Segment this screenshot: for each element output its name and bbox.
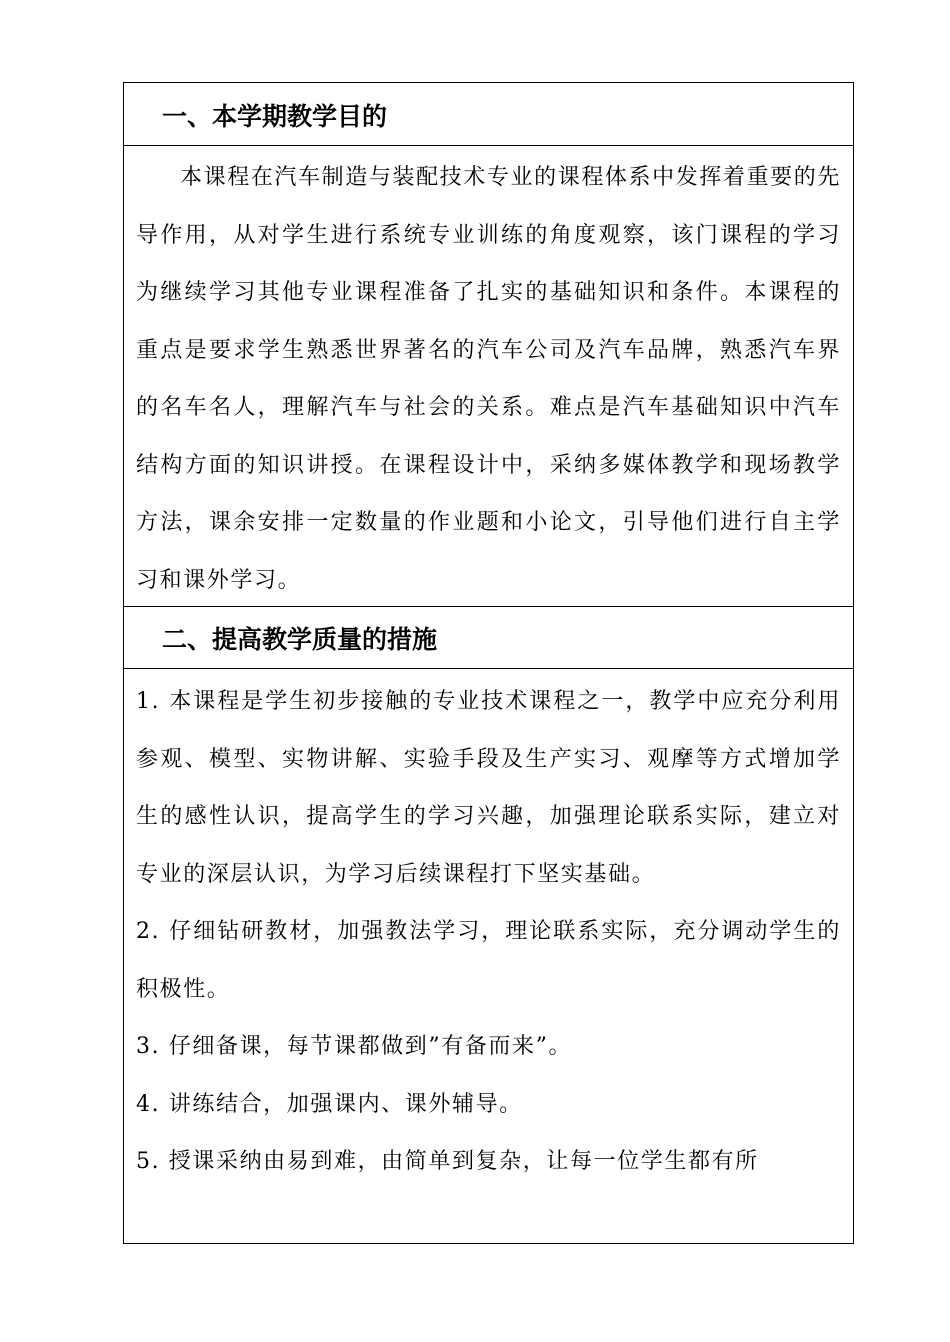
section-1-body (124, 149, 853, 605)
row-divider (124, 145, 853, 146)
measure-item-3: 3. 仔细备课，每节课都做到”有备而来”。 (136, 1034, 573, 1059)
row-divider (124, 668, 853, 669)
document-table (123, 82, 854, 1244)
teaching-goal-paragraph: 本课程在汽车制造与装配技术专业的课程体系中发挥着重要的先导作用，从对学生进行系统专业训练的角度观察，该门课程的学习为继续学习其他专业课程准备了扎实的基础知识和条件。本课程的重点是要求学生熟悉世界著名的汽车公司及汽车品牌，熟悉汽车界的名车名人，理解汽车与社会的关系。难点是汽车基础知识中汽车结构方面的知识讲授。在课程设计中，采纳多媒体教学和现场教学方法，课余安排一定数量的作业题和小论文，引导他们进行自主学习和课外学习。 (136, 165, 841, 593)
measure-item-1: 1. 本课程是学生初步接触的专业技术课程之一，教学中应充分利用参观、模型、实物讲解、实验手段及生产实习、观摩等方式增加学生的感性认识，提高学生的学习兴趣，加强理论联系实际，建立对专业的深层认识，为学习后续课程打下坚实基础。 (136, 689, 841, 887)
section-2-body (124, 673, 853, 1243)
section-1-heading (124, 83, 853, 146)
section-2-heading-text: 二、提高教学质量的措施 (162, 624, 438, 654)
measure-item-4: 4. 讲练结合，加强课内、课外辅导。 (136, 1091, 523, 1117)
measure-item-2: 2. 仔细钻研教材，加强教法学习，理论联系实际，充分调动学生的积极性。 (136, 919, 841, 1002)
section-1-heading-text: 一、本学期教学目的 (162, 101, 388, 131)
section-2-heading (124, 607, 853, 668)
measure-item-5: 5. 授课采纳由易到难，由简单到复杂，让每一位学生都有所 (136, 1149, 759, 1174)
